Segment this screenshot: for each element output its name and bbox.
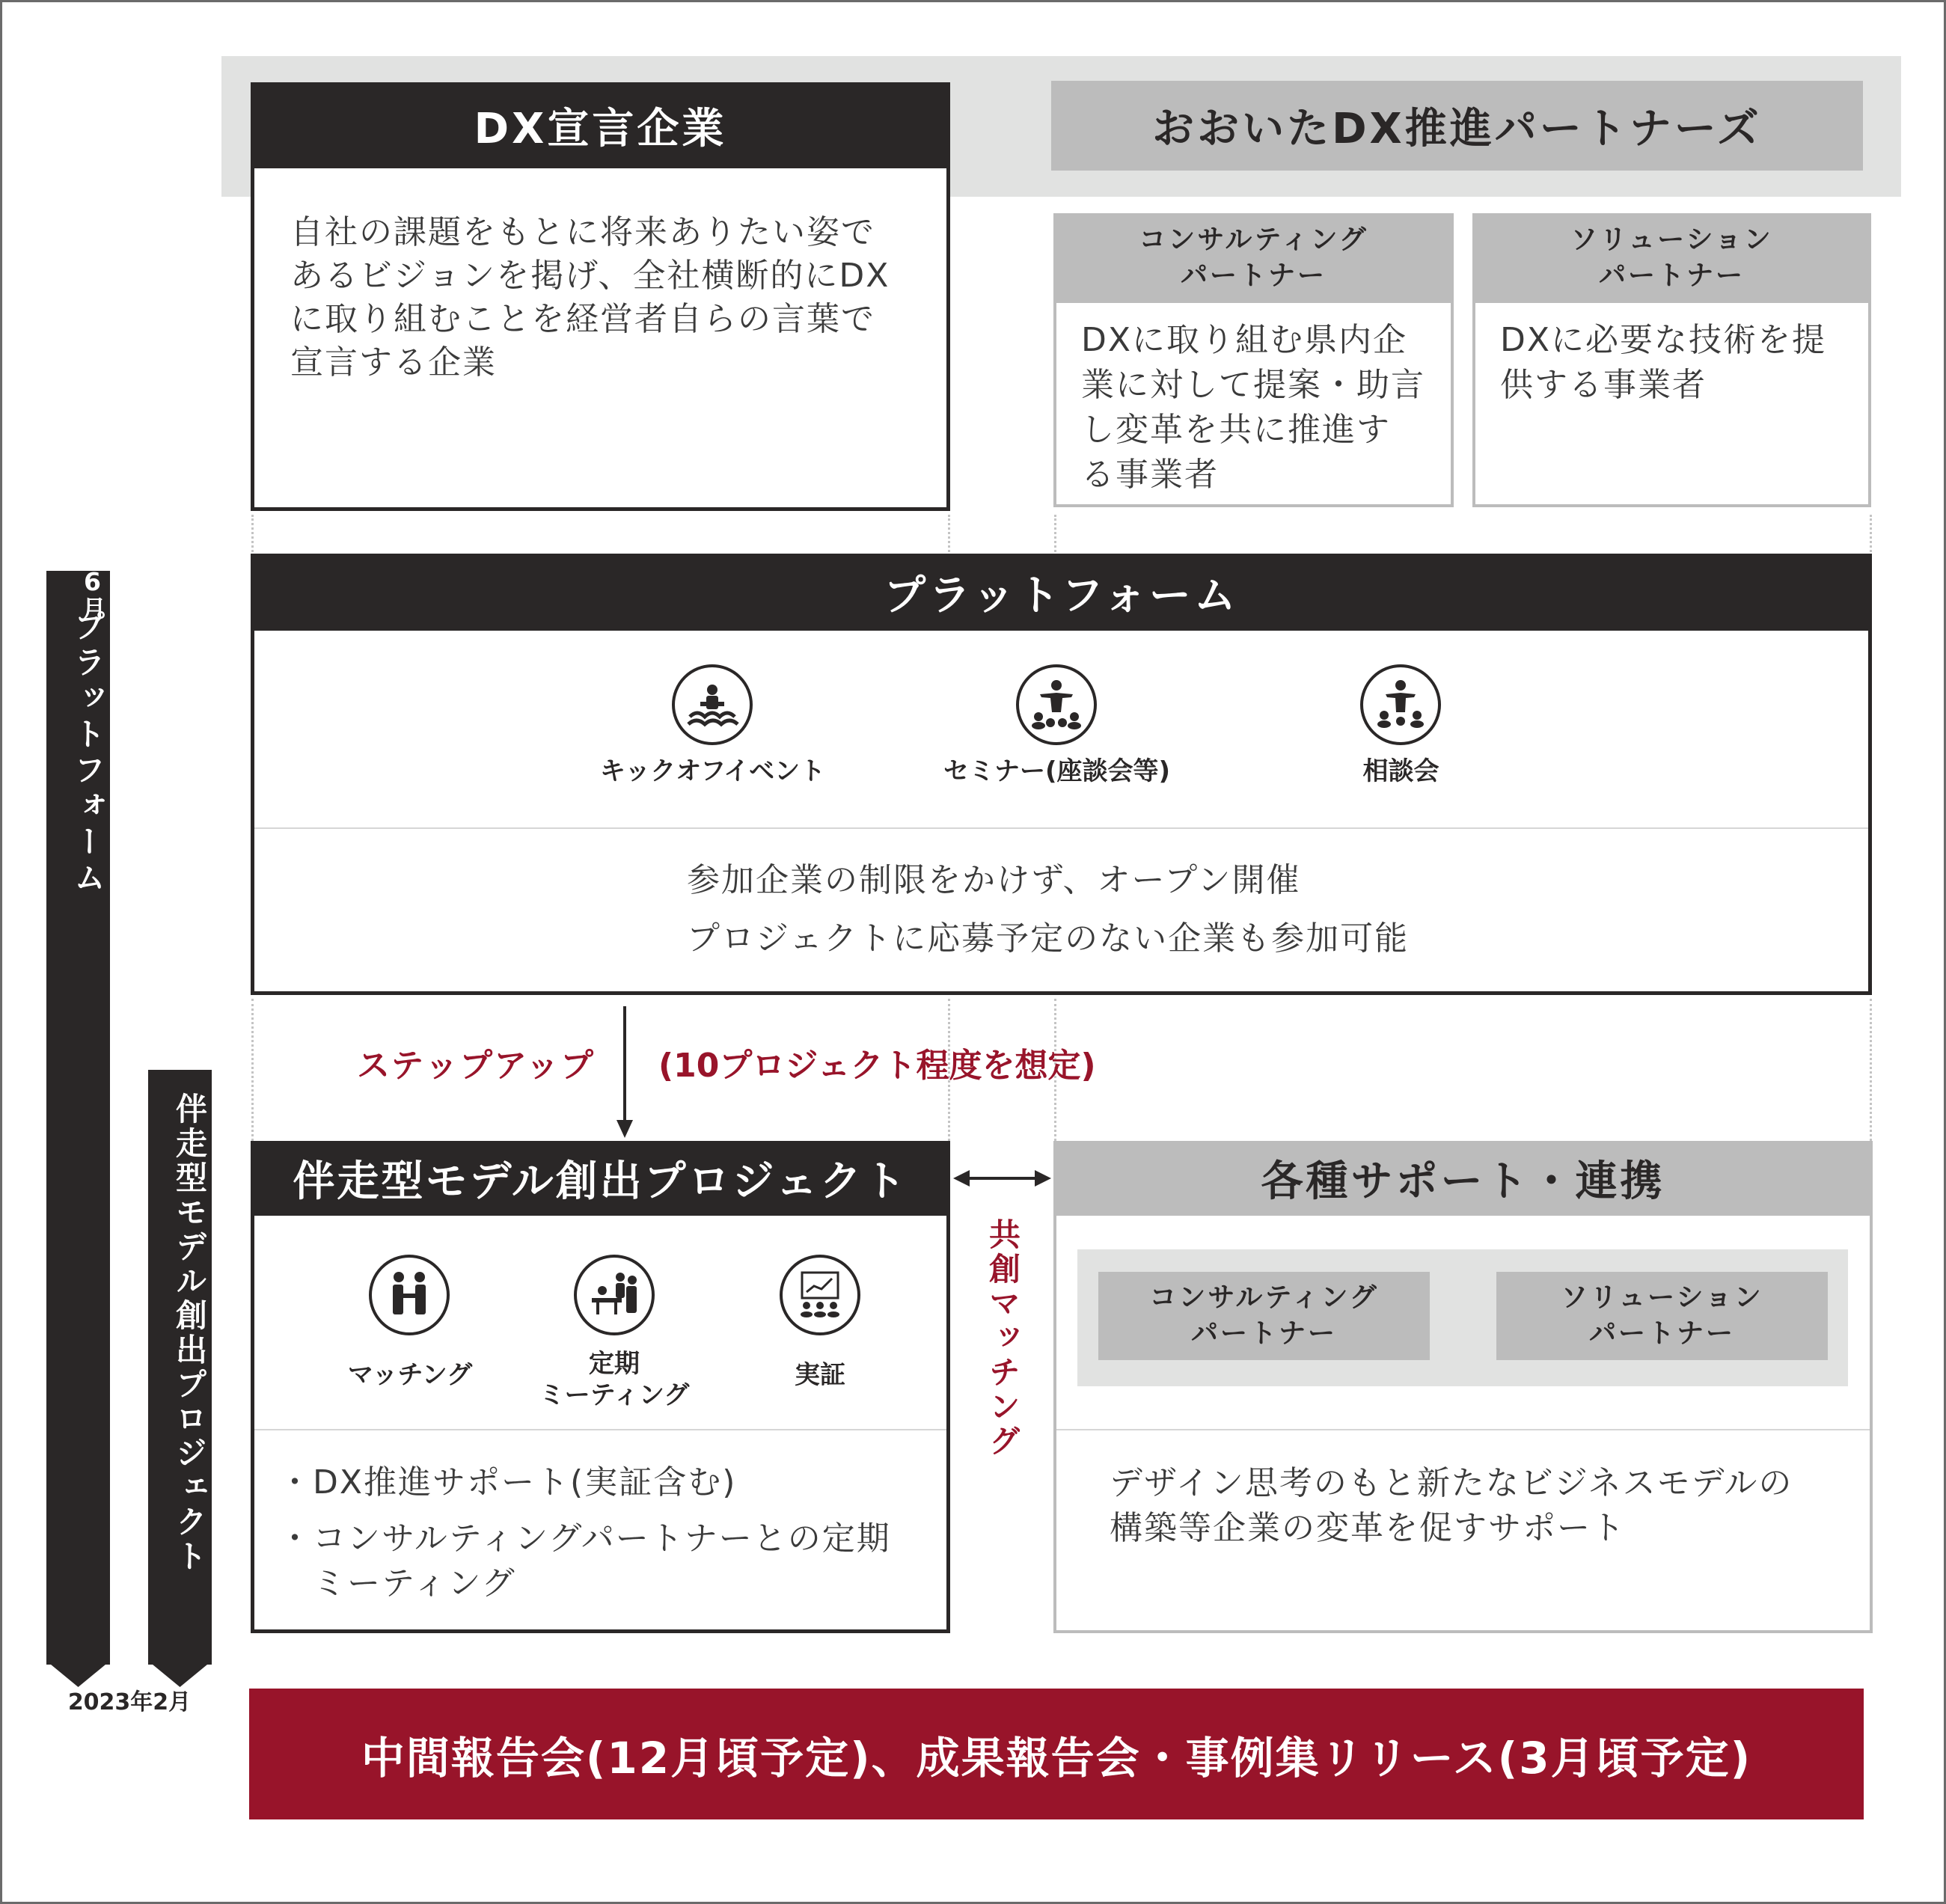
project-divider: [254, 1429, 946, 1430]
platform-title: プラットフォーム: [251, 554, 1872, 631]
regular-meeting-label: 定期 ミーティング: [539, 1349, 690, 1410]
connector-dots: [251, 999, 254, 1141]
connector-dots: [948, 515, 950, 552]
support-title: 各種サポート・連携: [1053, 1141, 1873, 1216]
seminar-group-icon: [1016, 664, 1097, 745]
timeline-project-label: 伴走型モデル創出プロジェクト: [171, 1092, 208, 1574]
support-consulting-partner: コンサルティング パートナー: [1098, 1272, 1430, 1360]
meeting-table-icon: [574, 1255, 655, 1335]
solution-partner-title: ソリューション パートナー: [1472, 213, 1871, 303]
presentation-board-icon: [780, 1255, 860, 1335]
connector-dots: [1054, 515, 1056, 552]
timeline-platform-label: プラットフォーム: [70, 610, 106, 897]
connector-dots: [1870, 515, 1872, 552]
consulting-partner-description: DXに取り組む県内企 業に対して提案・助言 し変革を共に推進す る事業者: [1081, 321, 1425, 494]
step-up-label: ステップアップ: [356, 1047, 595, 1085]
platform-divider: [254, 827, 1868, 829]
connector-dots: [251, 515, 254, 552]
timeline-start-label: 6月: [78, 567, 107, 621]
co-creation-matching-label: 共創マッチング: [985, 1218, 1021, 1459]
support-description: デザイン思考のもと新たなビジネスモデルの 構築等企業の変革を促すサポート: [1110, 1464, 1793, 1547]
solution-partner-description: DXに必要な技術を提 供する事業者: [1500, 321, 1827, 404]
partners-title: おおいたDX推進パートナーズ: [1051, 81, 1863, 171]
speaker-audience-icon: [672, 664, 753, 745]
kickoff-event-label: キックオフイベント: [599, 756, 826, 786]
project-bullet-2: ・コンサルティングパートナーとの定期 ミーティング: [278, 1519, 891, 1603]
project-title: 伴走型モデル創出プロジェクト: [251, 1141, 950, 1216]
consulting-partner-title: コンサルティング パートナー: [1053, 213, 1454, 303]
timeline-end-label: 2023年2月: [67, 1689, 192, 1715]
support-solution-partner: ソリューション パートナー: [1496, 1272, 1828, 1360]
seminar-label: セミナー(座談会等): [943, 756, 1171, 786]
connector-dots: [1870, 999, 1872, 1141]
verification-label: 実証: [795, 1360, 845, 1390]
platform-note-2: プロジェクトに応募予定のない企業も参加可能: [687, 919, 1410, 958]
matching-label: マッチング: [347, 1360, 473, 1390]
handshake-icon: [369, 1255, 450, 1335]
consultation-label: 相談会: [1362, 756, 1439, 786]
co-creation-double-arrow: [952, 1167, 1053, 1190]
dx-company-title: DX宣言企業: [251, 82, 950, 168]
step-up-note: (10プロジェクト程度を想定): [658, 1047, 1096, 1085]
step-up-arrow: [614, 1006, 636, 1141]
platform-note-1: 参加企業の制限をかけず、オープン開催: [687, 861, 1301, 899]
support-divider: [1056, 1429, 1870, 1430]
consultation-group-icon: [1360, 664, 1441, 745]
bottom-banner: 中間報告会(12月頃予定)、成果報告会・事例集リリース(3月頃予定): [249, 1689, 1864, 1819]
dx-company-description: 自社の課題をもとに将来ありたい姿で あるビジョンを掲げ、全社横断的にDX に取り組むことを経営者自らの言葉で 宣言する企業: [290, 213, 890, 382]
project-bullet-1: ・DX推進サポート(実証含む): [278, 1463, 737, 1502]
